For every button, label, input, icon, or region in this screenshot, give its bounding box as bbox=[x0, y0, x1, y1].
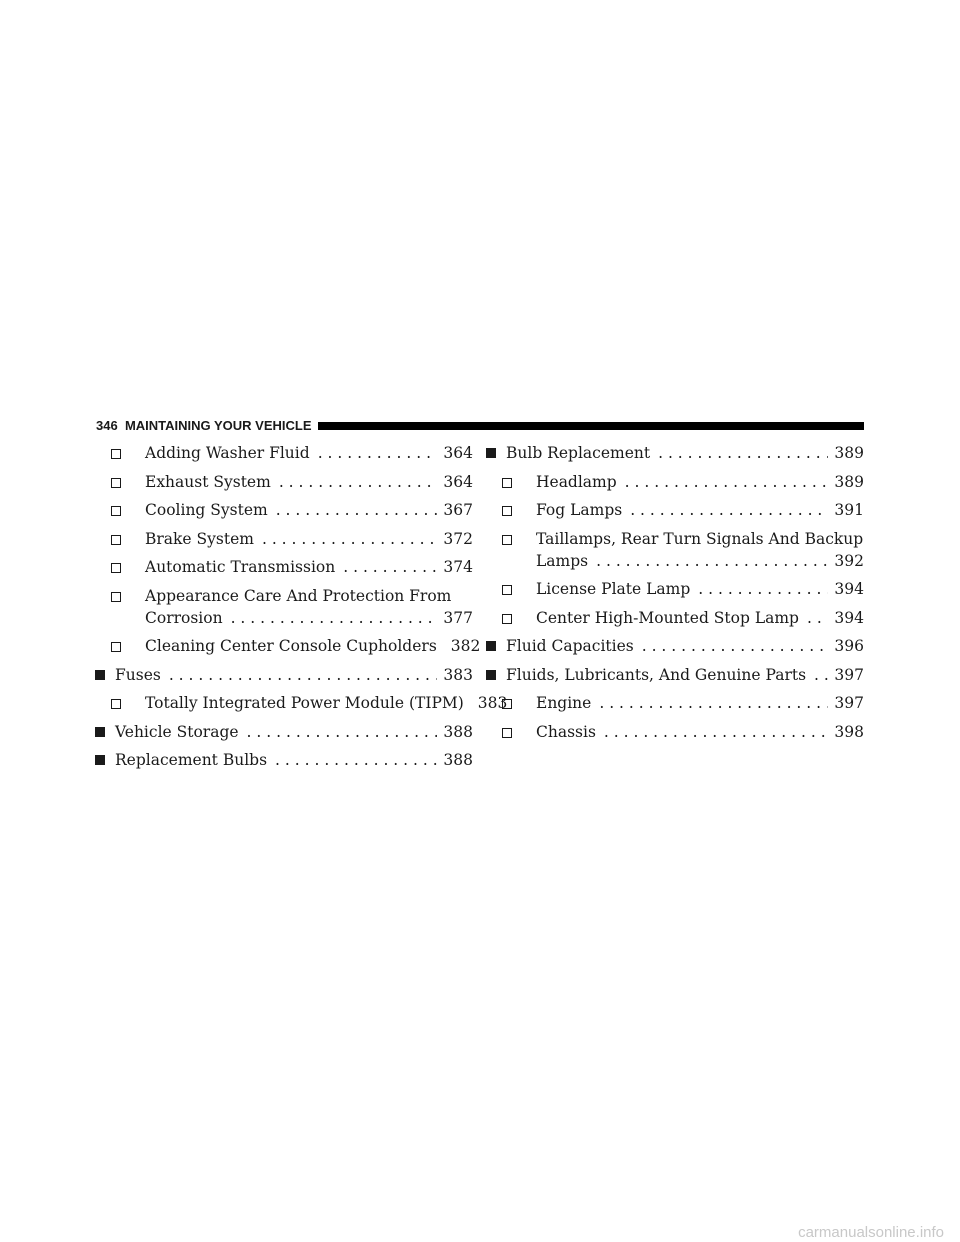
dot-leader bbox=[596, 550, 828, 572]
watermark: carmanualsonline.info bbox=[798, 1224, 944, 1241]
toc-entry-page-number: 377 bbox=[443, 608, 473, 627]
toc-entry-title: Corrosion bbox=[145, 608, 223, 627]
toc-section-entry[interactable] bbox=[95, 749, 473, 771]
dot-leader bbox=[698, 578, 828, 600]
dot-leader bbox=[231, 607, 438, 629]
toc-entry-title: Headlamp bbox=[536, 472, 617, 491]
toc-subsection-entry[interactable] bbox=[486, 607, 864, 629]
dot-leader bbox=[814, 664, 828, 686]
toc-entry-title: Cooling System bbox=[145, 501, 268, 519]
toc-entry-page-number: 388 bbox=[443, 751, 473, 769]
dot-leader bbox=[658, 442, 828, 464]
toc-subsection-entry[interactable] bbox=[95, 442, 473, 464]
open-square-bullet-icon bbox=[502, 728, 512, 738]
toc-entry-title: Cleaning Center Console Cupholders bbox=[145, 637, 437, 655]
toc-entry-title: Chassis bbox=[536, 722, 596, 741]
open-square-bullet-icon bbox=[111, 506, 121, 516]
open-square-bullet-icon bbox=[111, 592, 121, 602]
toc-entry-page-number: 389 bbox=[834, 472, 864, 491]
toc-entry-page-number: 383 bbox=[443, 665, 473, 684]
toc-subsection-entry[interactable] bbox=[95, 635, 481, 657]
toc-entry-page-number: 398 bbox=[834, 722, 864, 741]
dot-leader bbox=[247, 721, 438, 743]
toc-entry-page-number: 397 bbox=[834, 694, 864, 712]
toc-subsection-entry[interactable] bbox=[486, 578, 864, 600]
toc-section-entry[interactable] bbox=[486, 635, 864, 657]
toc-left-column bbox=[95, 442, 508, 778]
toc-subsection-entry[interactable] bbox=[486, 471, 864, 493]
dot-leader bbox=[642, 635, 829, 657]
toc-entry-page-number: 396 bbox=[834, 637, 864, 655]
toc-entry-page-number: 367 bbox=[443, 501, 473, 519]
toc-entry-title: Fluid Capacities bbox=[506, 637, 634, 655]
open-square-bullet-icon bbox=[502, 478, 512, 488]
dot-leader bbox=[625, 471, 829, 493]
toc-entry-title: Exhaust System bbox=[145, 472, 271, 491]
toc-subsection-entry[interactable] bbox=[95, 556, 473, 578]
open-square-bullet-icon bbox=[111, 642, 121, 652]
toc-entry-page-number: 382 bbox=[450, 637, 481, 655]
dot-leader bbox=[275, 749, 437, 771]
open-square-bullet-icon bbox=[502, 585, 512, 595]
open-square-bullet-icon bbox=[502, 506, 512, 516]
toc-entry-title: Brake System bbox=[145, 529, 254, 548]
filled-square-bullet-icon bbox=[486, 641, 496, 651]
toc-entry-page-number: 394 bbox=[834, 608, 864, 627]
toc-entry-title: Fluids, Lubricants, And Genuine Parts bbox=[506, 665, 807, 684]
toc-entry-title: Center High-Mounted Stop Lamp bbox=[536, 608, 799, 627]
toc-entry-page-number: 391 bbox=[834, 501, 864, 519]
toc-entry-page-number: 372 bbox=[443, 529, 473, 548]
toc-entry-page-number: 392 bbox=[834, 551, 864, 570]
toc-entry-page-number: 389 bbox=[834, 444, 864, 462]
filled-square-bullet-icon bbox=[486, 448, 496, 458]
open-square-bullet-icon bbox=[111, 478, 121, 488]
toc-entry-title-line1: Appearance Care And Protection From bbox=[145, 586, 452, 605]
toc-entry-page-number: 388 bbox=[443, 722, 473, 741]
page-header bbox=[96, 417, 864, 435]
toc-subsection-entry[interactable] bbox=[486, 692, 864, 714]
toc-entry-page-number: 374 bbox=[443, 558, 473, 576]
toc-subsection-entry[interactable] bbox=[95, 471, 473, 493]
toc-section-entry[interactable] bbox=[486, 664, 864, 686]
dot-leader bbox=[318, 442, 438, 464]
dot-leader bbox=[276, 499, 438, 521]
toc-subsection-entry[interactable] bbox=[95, 528, 473, 550]
filled-square-bullet-icon bbox=[486, 670, 496, 680]
open-square-bullet-icon bbox=[502, 535, 512, 545]
open-square-bullet-icon bbox=[502, 699, 512, 709]
toc-section-entry[interactable] bbox=[486, 442, 864, 464]
toc-subsection-entry[interactable] bbox=[486, 721, 864, 743]
dot-leader bbox=[599, 692, 828, 714]
toc-entry-title-line1: Taillamps, Rear Turn Signals And Backup bbox=[536, 529, 864, 548]
toc-entry-title: Fog Lamps bbox=[536, 501, 623, 519]
toc-entry-title: License Plate Lamp bbox=[536, 580, 691, 598]
page-number: 346 bbox=[96, 418, 118, 433]
toc-entry-page-number: 364 bbox=[443, 444, 473, 462]
dot-leader bbox=[169, 664, 438, 686]
dot-leader bbox=[343, 556, 437, 578]
open-square-bullet-icon bbox=[111, 449, 121, 459]
filled-square-bullet-icon bbox=[95, 755, 105, 765]
filled-square-bullet-icon bbox=[95, 727, 105, 737]
toc-right-column bbox=[486, 442, 864, 749]
filled-square-bullet-icon bbox=[95, 670, 105, 680]
toc-entry-page-number: 397 bbox=[834, 665, 864, 684]
open-square-bullet-icon bbox=[502, 614, 512, 624]
toc-entry-title: Replacement Bulbs bbox=[115, 751, 268, 769]
open-square-bullet-icon bbox=[111, 699, 121, 709]
dot-leader bbox=[279, 471, 438, 493]
open-square-bullet-icon bbox=[111, 563, 121, 573]
toc-subsection-entry[interactable] bbox=[486, 499, 864, 521]
open-square-bullet-icon bbox=[111, 535, 121, 545]
toc-section-entry[interactable] bbox=[95, 664, 473, 686]
header-label bbox=[96, 417, 318, 435]
toc-entry-title: Engine bbox=[536, 694, 592, 712]
dot-leader bbox=[604, 721, 829, 743]
toc-entry-title: Automatic Transmission bbox=[145, 558, 336, 576]
dot-leader bbox=[807, 607, 828, 629]
toc-section-entry[interactable] bbox=[95, 721, 473, 743]
toc-entry-title: Adding Washer Fluid bbox=[145, 444, 310, 462]
section-title: MAINTAINING YOUR VEHICLE bbox=[124, 418, 312, 433]
toc-entry-page-number: 394 bbox=[834, 580, 864, 598]
toc-entry-title: Vehicle Storage bbox=[115, 722, 239, 741]
toc-subsection-entry[interactable] bbox=[95, 499, 473, 521]
toc-entry-title: Bulb Replacement bbox=[506, 444, 651, 462]
toc-entry-page-number: 364 bbox=[443, 472, 473, 491]
toc-subsection-entry[interactable] bbox=[95, 585, 473, 629]
toc-entry-title: Totally Integrated Power Module (TIPM) bbox=[145, 694, 464, 712]
dot-leader bbox=[630, 499, 828, 521]
toc-entry-page-number: 383 bbox=[477, 694, 508, 712]
toc-subsection-entry[interactable] bbox=[95, 692, 508, 714]
dot-leader bbox=[262, 528, 437, 550]
toc-entry-title: Lamps bbox=[536, 551, 589, 570]
toc-entry-title: Fuses bbox=[115, 665, 161, 684]
toc-subsection-entry[interactable] bbox=[486, 528, 864, 572]
